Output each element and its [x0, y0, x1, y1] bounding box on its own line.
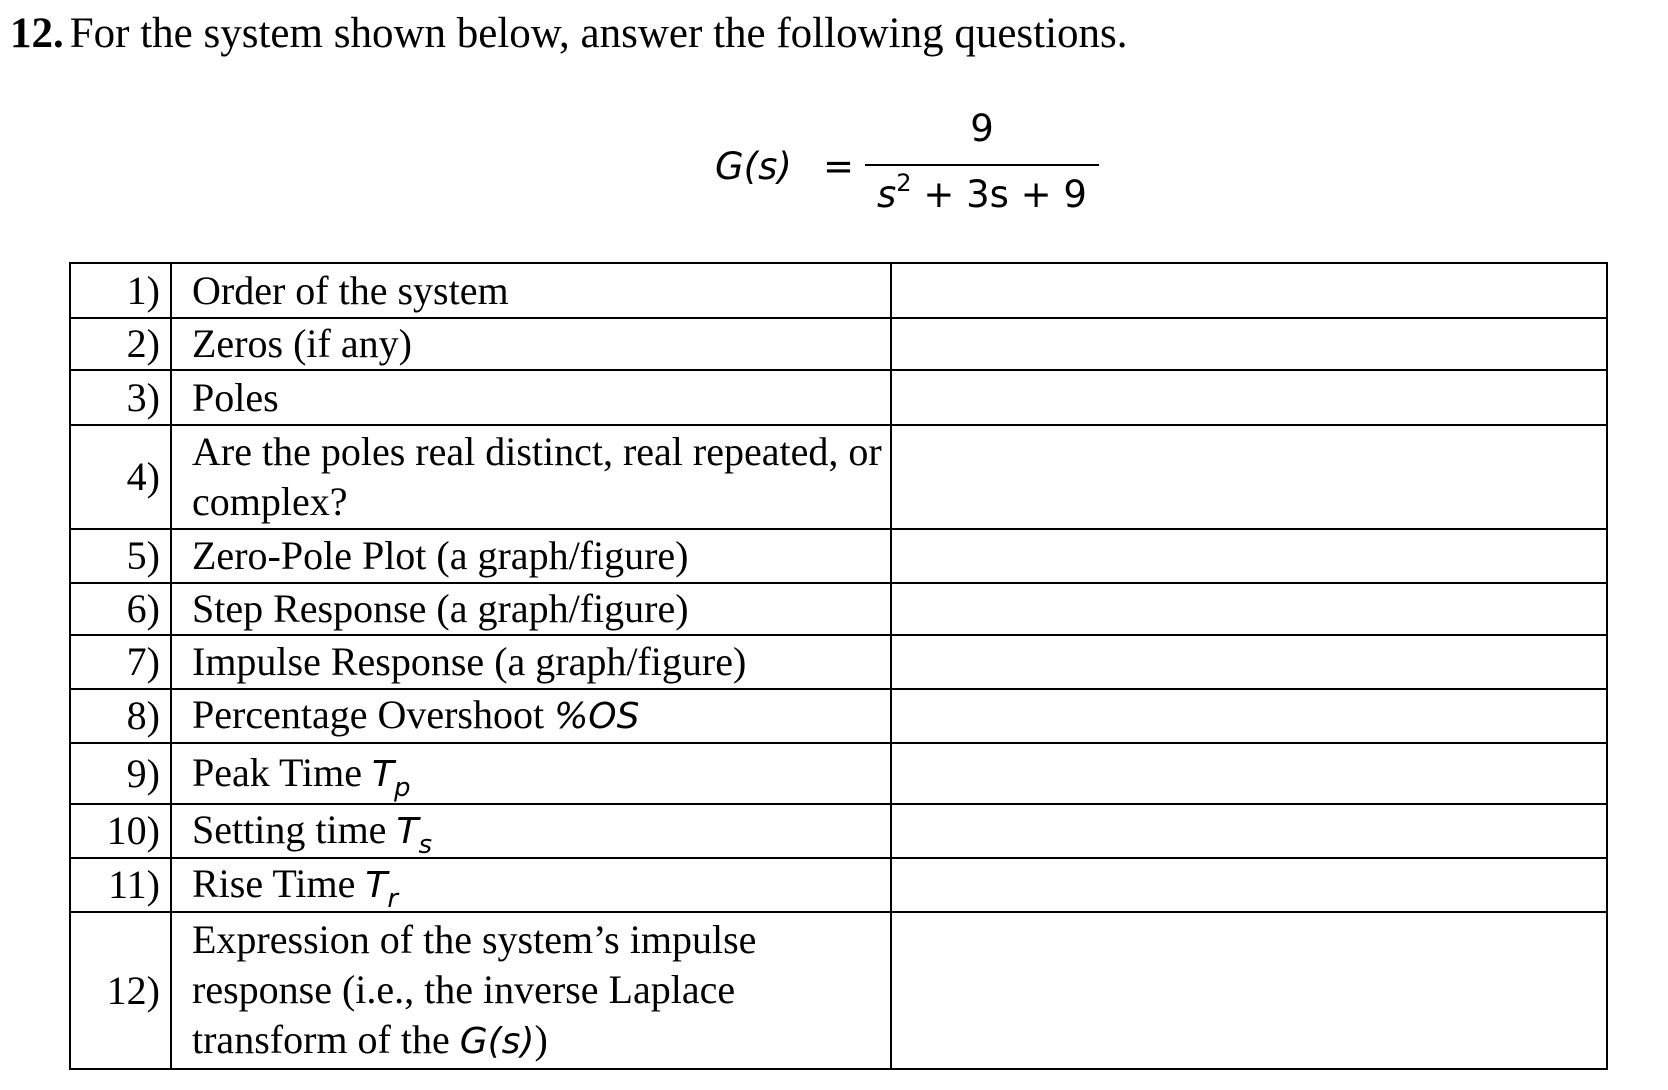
table-row	[70, 635, 1607, 689]
row-number: 9)	[70, 743, 171, 804]
answer-cell[interactable]	[891, 804, 1607, 858]
table-row	[70, 804, 1607, 858]
transfer-function-formula	[715, 104, 1095, 224]
table-row	[70, 912, 1607, 1069]
row-question	[171, 689, 891, 743]
row-question: Poles	[171, 370, 891, 425]
row-question: Impulse Response (a graph/figure)	[171, 635, 891, 689]
row-question	[171, 912, 891, 1069]
table-row	[70, 318, 1607, 370]
row-question-text: Rise Time	[192, 861, 366, 906]
row-number: 1)	[70, 263, 171, 318]
row-number: 8)	[70, 689, 171, 743]
row-question-text-after: )	[534, 1016, 548, 1062]
row-number: 7)	[70, 635, 171, 689]
table-row	[70, 263, 1607, 318]
settling-time-symbol: $T_s$	[396, 811, 432, 860]
row-question-text: Expression of the system’s impulse response (i.e., the inverse Laplace transform of the	[192, 916, 757, 1062]
answer-cell[interactable]	[891, 318, 1607, 370]
answer-cell[interactable]	[891, 689, 1607, 743]
table-row	[70, 743, 1607, 804]
answer-cell[interactable]	[891, 743, 1607, 804]
row-question-text: Setting time	[192, 807, 397, 852]
answer-cell[interactable]	[891, 529, 1607, 583]
formula-lhs: G(s)	[715, 145, 792, 188]
table-row	[70, 529, 1607, 583]
formula-numerator: 9	[970, 107, 994, 150]
denominator-rest: + 3s + 9	[911, 173, 1087, 216]
denominator-power: 2	[896, 169, 912, 197]
row-question: Zeros (if any)	[171, 318, 891, 370]
formula-denominator	[865, 170, 1099, 220]
row-question	[171, 804, 891, 858]
table-row	[70, 370, 1607, 425]
questions-table	[69, 262, 1608, 1070]
answer-cell[interactable]	[891, 425, 1607, 529]
answer-cell[interactable]	[891, 263, 1607, 318]
rise-time-symbol: $T_r$	[365, 865, 399, 914]
answer-cell[interactable]	[891, 912, 1607, 1069]
row-question-text: Peak Time	[192, 749, 373, 795]
denominator-variable: s	[877, 173, 897, 216]
row-number: 4)	[70, 425, 171, 529]
table-row	[70, 425, 1607, 529]
row-number: 11)	[70, 858, 171, 912]
row-question: Zero-Pole Plot (a graph/figure)	[171, 529, 891, 583]
row-number: 10)	[70, 804, 171, 858]
answer-cell[interactable]	[891, 635, 1607, 689]
table-row	[70, 583, 1607, 635]
table-row	[70, 858, 1607, 912]
row-question	[171, 743, 891, 804]
row-number: 6)	[70, 583, 171, 635]
table-row	[70, 689, 1607, 743]
answer-cell[interactable]	[891, 370, 1607, 425]
overshoot-symbol: %OS	[554, 696, 640, 737]
row-question-text: Percentage Overshoot	[192, 692, 555, 737]
row-question: Are the poles real distinct, real repeated, or complex?	[171, 425, 891, 529]
row-number: 3)	[70, 370, 171, 425]
row-question	[171, 858, 891, 912]
row-question: Order of the system	[171, 263, 891, 318]
question-text: For the system shown below, answer the following questions.	[69, 10, 1128, 57]
answer-cell[interactable]	[891, 858, 1607, 912]
row-number: 12)	[70, 912, 171, 1069]
transfer-function-symbol: G(s)	[459, 1020, 535, 1062]
row-question: Step Response (a graph/figure)	[171, 583, 891, 635]
formula-equals: =	[823, 145, 855, 188]
row-number: 2)	[70, 318, 171, 370]
row-number: 5)	[70, 529, 171, 583]
peak-time-symbol: $T_p$	[372, 753, 411, 803]
answer-cell[interactable]	[891, 583, 1607, 635]
question-number: 12.	[10, 10, 64, 57]
fraction-bar	[865, 164, 1099, 166]
question-heading	[10, 8, 1128, 60]
